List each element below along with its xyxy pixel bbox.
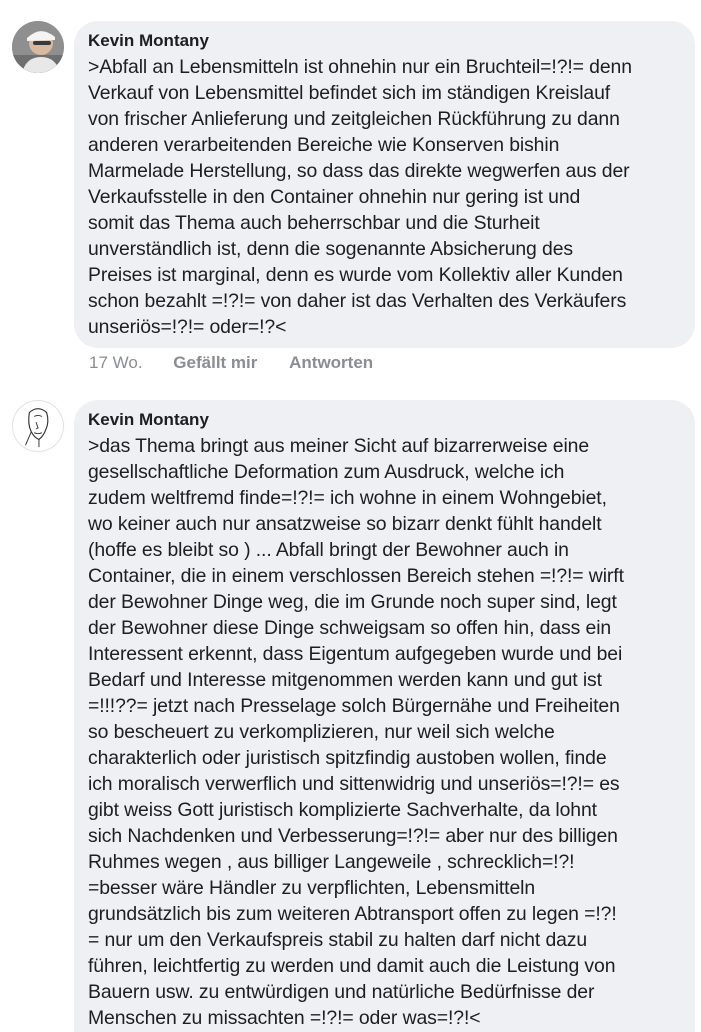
comment-timestamp[interactable]: 17 Wo. xyxy=(89,353,143,372)
comment-text: >Abfall an Lebensmitteln ist ohnehin nur ein Bruchteil=!?!= denn Verkauf von Lebensmittel befindet sich im ständigen Kreislauf von frischer Anlieferung und zeitgleichen Rückführung zu dann anderen verarbeitenden Bereiche wie Konserven bishin Marmelade Herstellung, so dass das direkte wegwerfen aus der Verkaufsstelle in den Container ohnehin nur gering ist und somit das Thema auch beherrschbar und die Sturheit unverständlich ist, denn die sogenannte Absicherung des Preises ist marginal, denn es wurde vom Kollektiv aller Kunden schon bezahlt =!?!= von daher ist das Verhalten des Verkäufers unseriös=!?!= oder=!?< xyxy=(88,56,632,338)
like-button[interactable]: Gefällt mir xyxy=(173,353,258,372)
comment-bubble xyxy=(74,400,695,1032)
comment-author[interactable]: Kevin Montany xyxy=(88,410,209,429)
comment-text: >das Thema bringt aus meiner Sicht auf bizarrerweise eine gesellschaftliche Deformation zum Ausdruck, welche ich zudem weltfremd finde=!?!= ich wohne in einem Wohngebiet, wo keiner auch nur ansatzweise so bizarr denkt fühlt handelt (hoffe es bleibt so ) ... Abfall bringt der Bewohner auch in Container, die in einem verschlossen Bereich stehen =!?!= wirft der Bewohner Dinge weg, die im Grunde noch super sind, legt der Bewohner diese Dinge schweigsam so offen hin, dass ein Interessent erkennt, dass Eigentum aufgegeben wurde und bei Bedarf und Interesse mitgenommen werden kann und gut ist =!!!??= jetzt nach Presselage solch Bürgernähe und Freiheiten so bescheuert zu verkomplizieren, nur weil sich welche charakterlich oder juristisch spitzfindig austoben wollen, finde ich moralisch verwerflich und sittenwidrig und unseriös=!?!= es gibt weiss Gott juristisch komplizierte Sachverhalte, da lohnt sich Nachdenken und Verbesserung=!?!= aber nur des billigen Ruhmes wegen , aus billiger Langeweile , schrecklich=!?! =besser wäre Händler zu verpflichten, Lebensmitteln grundsätzlich bis zum weiteren Abtransport offen zu legen =!?! = nur um den Verkaufspreis stabil zu halten darf nicht dazu führen, leichtfertig zu werden und damit auch die Leistung von Bauern usw. zu entwürdigen und natürliche Bedürfnisse der Menschen zu missachten =!?!= oder was=!?!< xyxy=(88,435,624,1029)
comment-bubble xyxy=(74,21,695,348)
avatar[interactable] xyxy=(12,400,64,452)
reply-button[interactable]: Antworten xyxy=(289,353,374,372)
comment-actions xyxy=(89,353,373,373)
avatar-sketch-icon xyxy=(13,401,63,451)
avatar-photo-icon xyxy=(12,21,64,73)
avatar[interactable] xyxy=(12,21,64,73)
comment-author[interactable]: Kevin Montany xyxy=(88,31,209,50)
